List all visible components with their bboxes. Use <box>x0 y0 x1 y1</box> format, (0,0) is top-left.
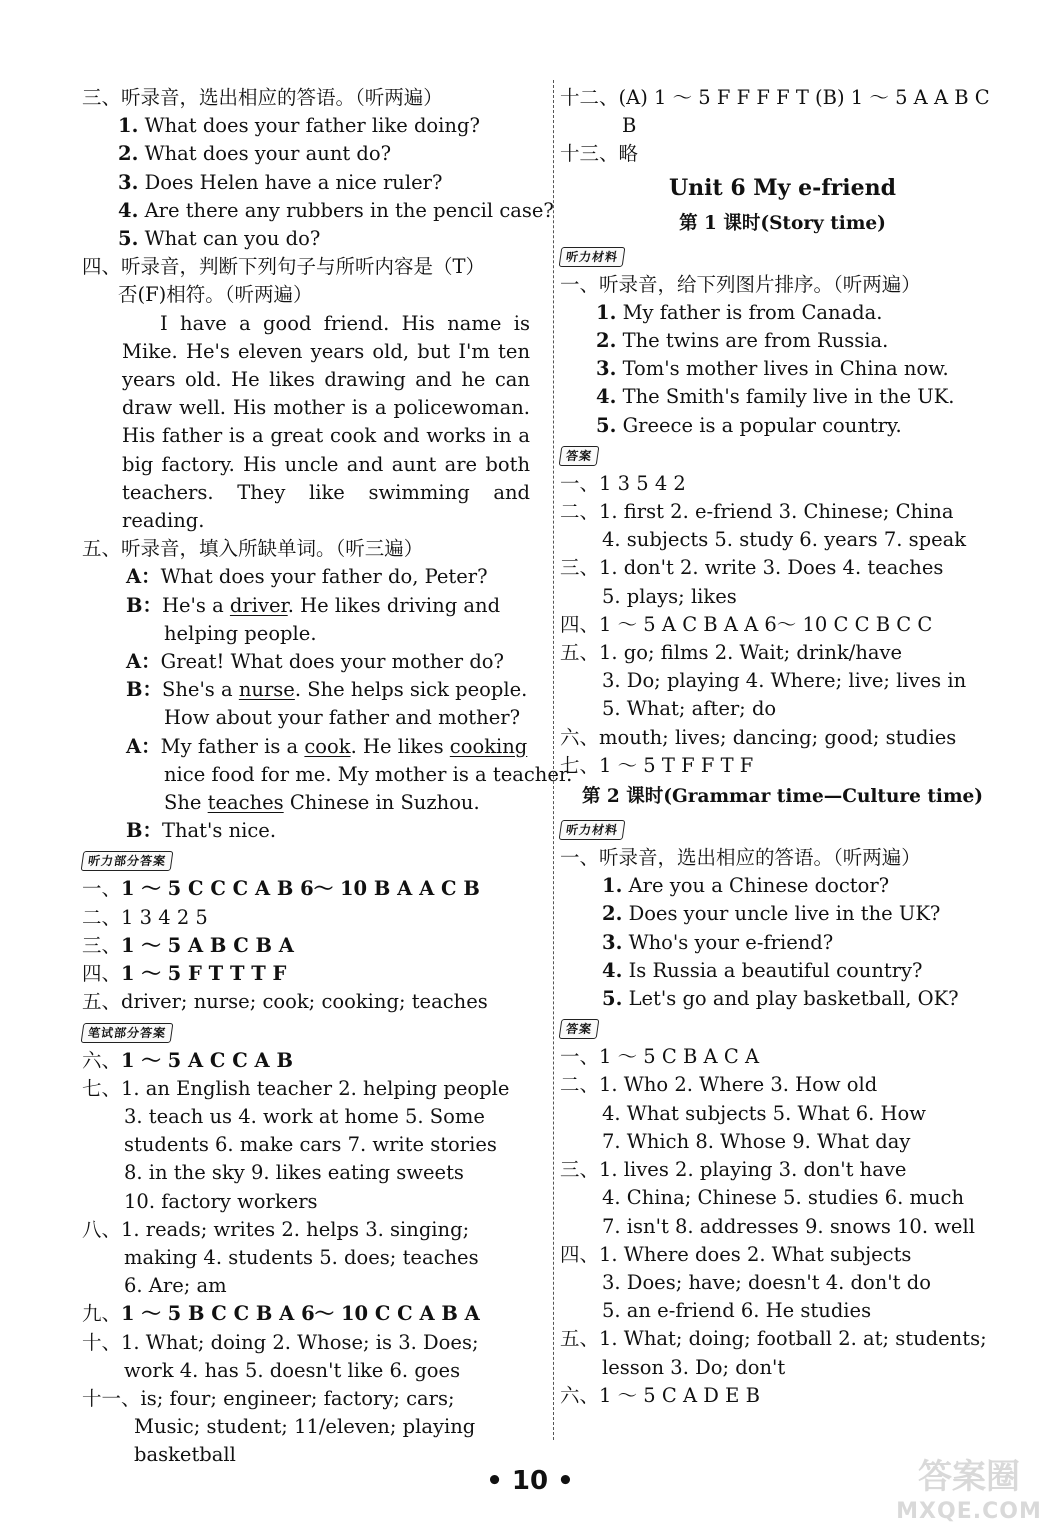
answer-row: Music; student; 11/eleven; playing <box>134 1415 476 1439</box>
dialogue-line: B：He's a driver. He likes driving and <box>126 593 501 617</box>
answer-tag: 答案 <box>559 1019 600 1039</box>
answer-row: basketball <box>134 1443 236 1467</box>
section-heading: 一、听录音，选出相应的答语。（听两遍） <box>560 846 921 870</box>
answer-row: 五、driver; nurse; cook; cooking; teaches <box>82 990 488 1014</box>
page-number: • 10 • <box>486 1466 574 1496</box>
unit-title: Unit 6 My e-friend <box>668 174 897 201</box>
lesson-title: 第 2 课时(Grammar time—Culture time) <box>581 786 984 808</box>
list-item: 2. Does your uncle live in the UK? <box>602 902 941 926</box>
list-item: 2. The twins are from Russia. <box>596 329 889 353</box>
answer-row: 六、mouth; lives; dancing; good; studies <box>560 725 957 749</box>
list-item: 5. Let's go and play basketball, OK? <box>602 987 959 1011</box>
answer-row: 3. Do; playing 4. Where; live; lives in <box>602 669 967 693</box>
answer-row: 二、1. first 2. e-friend 3. Chinese; China <box>560 500 954 524</box>
dialogue-line: She teaches Chinese in Suzhou. <box>164 791 480 815</box>
section-3-heading: 三、听录音，选出相应的答语。（听两遍） <box>82 86 443 109</box>
section-4-heading: 四、听录音，判断下列句子与所听内容是（T） <box>82 255 486 279</box>
section-3-items <box>82 112 554 253</box>
list-item: 3. Does Helen have a nice ruler? <box>118 170 443 194</box>
list-item: 1. My father is from Canada. <box>596 300 883 324</box>
answer-tag: 答案 <box>559 446 600 466</box>
answer-row: 七、1 ～ 5 T F F T F <box>560 753 754 777</box>
answer-row: 4. subjects 5. study 6. years 7. speak <box>602 528 967 552</box>
list-item: 3. Tom's mother lives in China now. <box>596 357 949 381</box>
answer-row: 5. plays; likes <box>602 584 737 608</box>
answer-row: 八、1. reads; writes 2. helps 3. singing; <box>82 1217 470 1241</box>
listening-answers-tag: 听力部分答案 <box>81 851 174 871</box>
answer-row: 二、1. Who 2. Where 3. How old <box>560 1073 878 1097</box>
section-heading: 一、听录音，给下列图片排序。（听两遍） <box>560 272 921 296</box>
answer-row: 九、1 ～ 5 B C C B A 6～ 10 C C A B A <box>82 1302 480 1326</box>
answer-row: 6. Are; am <box>124 1274 227 1298</box>
answer-row: 一、1 ～ 5 C B A C A <box>560 1045 760 1069</box>
answer-row: 十二、(A) 1 ～ 5 F F F F T (B) 1 ～ 5 A A B C <box>560 86 990 109</box>
filled-word: cook <box>304 734 351 758</box>
answer-row: 10. factory workers <box>124 1189 318 1213</box>
answer-row: 4. What subjects 5. What 6. How <box>602 1101 926 1125</box>
watermark-logo <box>890 1448 1048 1528</box>
dialogue-line: A：What does your father do, Peter? <box>126 565 488 589</box>
answer-row: 三、1. don't 2. write 3. Does 4. teaches <box>560 556 944 580</box>
dialogue-line: B：She's a nurse. She helps sick people. <box>126 678 528 702</box>
answer-row: 四、1. Where does 2. What subjects <box>560 1242 912 1266</box>
right-column <box>560 84 1005 1410</box>
answer-row: 3. Does; have; doesn't 4. don't do <box>602 1270 931 1294</box>
answer-row: 5. an e-friend 6. He studies <box>602 1299 872 1323</box>
answer-row: lesson 3. Do; don't <box>602 1355 786 1379</box>
answer-row: 三、1. lives 2. playing 3. don't have <box>560 1158 907 1182</box>
listening-material-tag: 听力材料 <box>559 247 626 267</box>
answer-row: B <box>622 114 637 138</box>
list-item: 1. Are you a Chinese doctor? <box>602 874 890 898</box>
filled-word: teaches <box>207 791 284 815</box>
filled-word: driver <box>229 593 288 617</box>
dialogue-line: helping people. <box>164 621 317 645</box>
svg-text:答案圈: 答案圈 <box>918 1457 1020 1497</box>
dialogue-line: How about your father and mother? <box>164 706 521 730</box>
list-item: 4. The Smith's family live in the UK. <box>596 385 955 409</box>
list-item: 4. Are there any rubbers in the pencil case? <box>118 198 554 222</box>
answer-row: 五、1. go; films 2. Wait; drink/have <box>560 641 903 665</box>
svg-text:MXQE.COM: MXQE.COM <box>896 1499 1042 1524</box>
dialogue-line: nice food for me. My mother is a teacher. <box>164 762 573 786</box>
answer-row: 十一、is; four; engineer; factory; cars; <box>82 1386 455 1410</box>
answer-row: work 4. has 5. doesn't like 6. goes <box>124 1358 461 1382</box>
answer-row: 5. What; after; do <box>602 697 777 721</box>
answer-row: 二、1 3 4 2 5 <box>82 905 208 929</box>
list-item: 3. Who's your e-friend? <box>602 930 834 954</box>
answer-row: 六、1 ～ 5 C A D E B <box>560 1383 760 1407</box>
column-divider <box>553 80 554 1440</box>
answer-row: 7. isn't 8. addresses 9. snows 10. well <box>602 1214 975 1238</box>
answer-row: 十、1. What; doing 2. Whose; is 3. Does; <box>82 1330 479 1354</box>
answer-row: 7. Which 8. Whose 9. What day <box>602 1129 911 1153</box>
written-answers-tag: 笔试部分答案 <box>81 1023 174 1043</box>
dialogue-line: A：Great! What does your mother do? <box>126 650 505 674</box>
answer-row: 8. in the sky 9. likes eating sweets <box>124 1161 464 1185</box>
dialogue <box>82 563 573 845</box>
section-5-heading: 五、听录音，填入所缺单词。（听三遍） <box>82 537 424 561</box>
list-item: 5. Greece is a popular country. <box>596 413 902 437</box>
answer-row: 一、1 3 5 4 2 <box>560 471 686 495</box>
filled-word: cooking <box>449 734 528 758</box>
listening-passage: I have a good friend. His name is Mike. He's eleven years old, but I'm ten years old. He likes drawing and he can draw well. His mother is a policewoman. His father is a great cook and works in a big factory. His uncle and aunt are both teachers. They like swimming and reading. <box>122 311 530 533</box>
dialogue-line: B：That's nice. <box>126 819 277 843</box>
list-item: 1. What does your father like doing? <box>118 114 480 138</box>
answer-row: 一、1 ～ 5 C C C A B 6～ 10 B A A C B <box>82 877 480 901</box>
list-item: 2. What does your aunt do? <box>118 142 392 166</box>
dialogue-line: A：My father is a cook. He likes cooking <box>126 734 528 758</box>
answer-row: 3. teach us 4. work at home 5. Some <box>124 1104 485 1128</box>
filled-word: nurse <box>238 678 295 702</box>
answer-row: 五、1. What; doing; football 2. at; students; <box>560 1327 987 1351</box>
lesson-title: 第 1 课时(Story time) <box>679 212 886 234</box>
answer-row: 十三、略 <box>560 142 639 166</box>
answer-row: 四、1 ～ 5 A C B A A 6～ 10 C C B C C <box>560 612 933 636</box>
answer-row: making 4. students 5. does; teaches <box>124 1245 479 1269</box>
answer-row: students 6. make cars 7. write stories <box>124 1133 497 1157</box>
answer-row: 六、1 ～ 5 A C C A B <box>82 1048 293 1072</box>
answer-row: 4. China; Chinese 5. studies 6. much <box>602 1186 965 1210</box>
section-4-heading-cont: 否(F)相符。（听两遍） <box>118 283 313 307</box>
answer-row: 四、1 ～ 5 F T T T F <box>82 962 287 986</box>
left-column <box>82 84 573 1470</box>
listening-material-tag: 听力材料 <box>559 820 626 840</box>
list-item: 4. Is Russia a beautiful country? <box>602 958 923 982</box>
answer-row: 七、1. an English teacher 2. helping people <box>82 1076 510 1100</box>
answer-row: 三、1 ～ 5 A B C B A <box>82 933 294 957</box>
list-item: 5. What can you do? <box>118 227 321 251</box>
